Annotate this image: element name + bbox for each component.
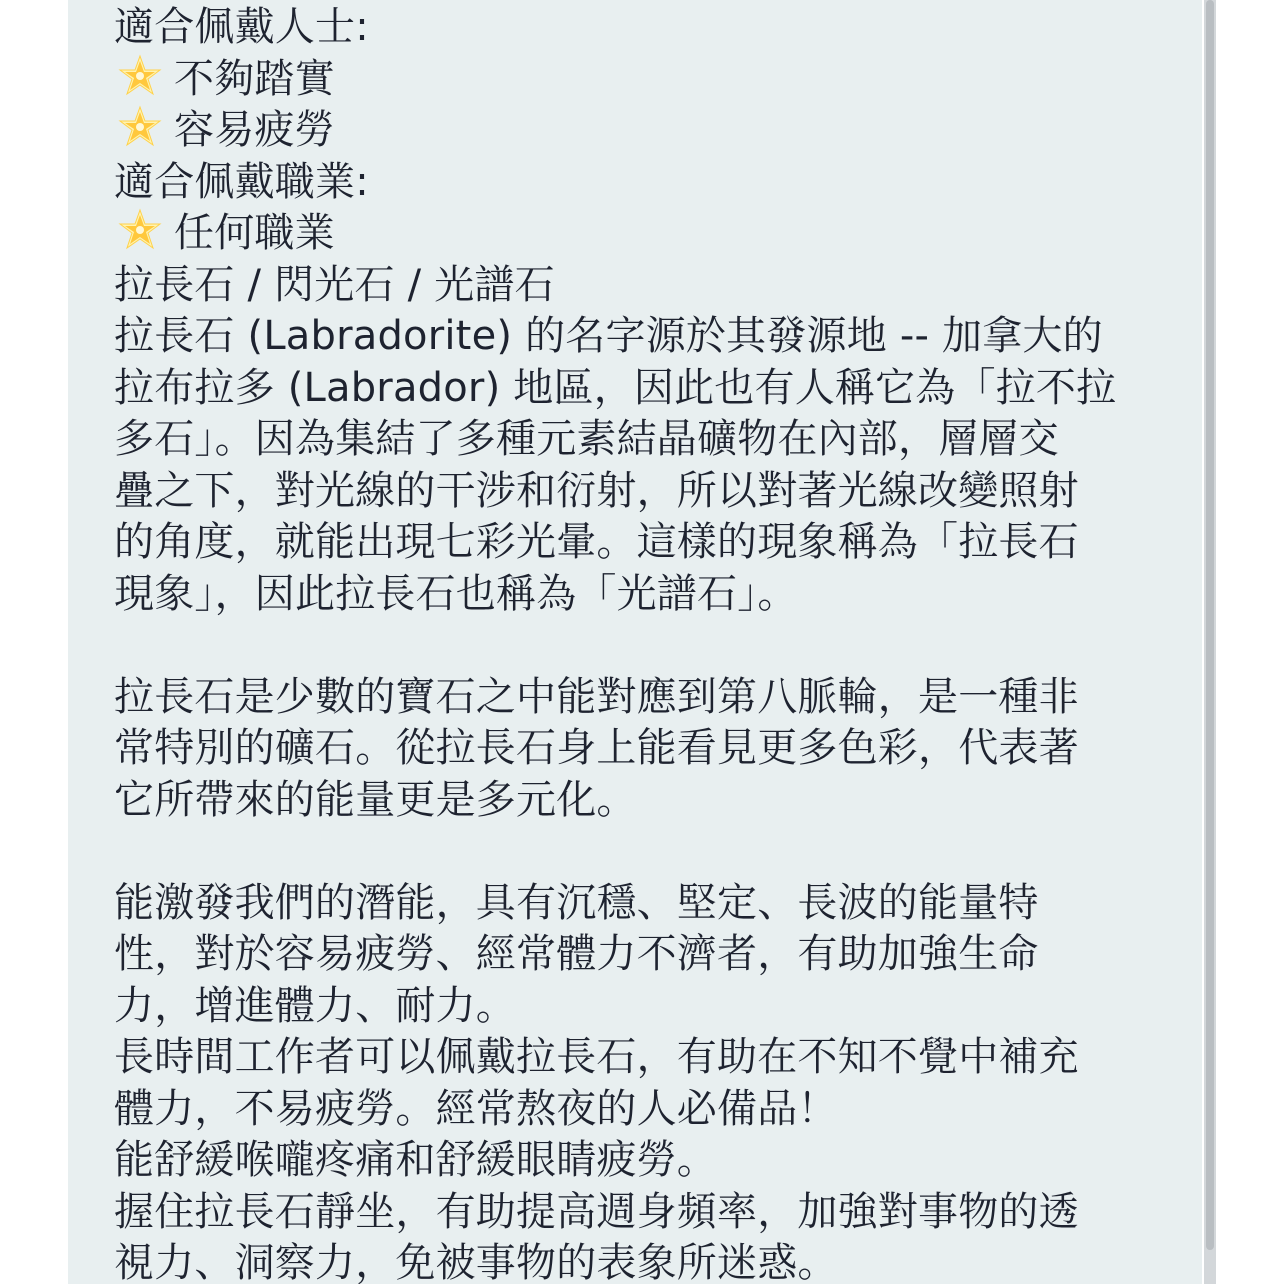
paragraph-line: 性，對於容易疲勞、經常體力不濟者，有助加強生命 [114,931,1039,977]
paragraph-line: 多石」。因為集結了多種元素結晶礦物在內部，層層交 [114,416,1059,462]
suitable-jobs-heading: 適合佩戴職業: [114,158,369,205]
paragraph-line: 的角度，就能出現七彩光暈。這樣的現象稱為「拉長石 [114,519,1079,565]
paragraph-line: 拉長石 (Labradorite) 的名字源於其發源地 -- 加拿大的 [114,313,1103,359]
paragraph-line: 體力，不易疲勞。經常熬夜的人必備品！ [114,1085,838,1132]
suitable-people-item-label: 容易疲勞 [174,107,335,153]
paragraph-line: 視力、洞察力，免被事物的表象所迷惑。 [114,1240,838,1284]
suitable-people-item [114,105,1184,157]
vertical-scrollbar[interactable] [1204,0,1216,1284]
paragraph-line: 力，增進體力、耐力。 [114,982,516,1029]
paragraph-line: 現象」，因此拉長石也稱為「光譜石」。 [114,570,798,617]
glowing-star-icon [114,105,166,151]
paragraph-line: 拉長石是少數的寶石之中能對應到第八脈輪，是一種非 [114,673,1079,720]
glowing-star-icon [114,208,166,254]
paragraph-gap [114,826,1184,878]
message-bubble [68,0,1202,1284]
suitable-people-item [114,54,1184,106]
suitable-people-heading: 適合佩戴人士: [114,4,369,50]
stone-names: 拉長石 / 閃光石 / 光譜石 [114,261,555,308]
scrollbar-thumb[interactable] [1206,0,1214,1250]
paragraph-line: 能激發我們的潛能，具有沉穩、堅定、長波的能量特 [114,879,1039,926]
glowing-star-icon [114,54,166,100]
paragraph-line: 能舒緩喉嚨疼痛和舒緩眼睛疲勞。 [114,1137,717,1183]
paragraph-line: 拉布拉多 (Labrador) 地區，因此也有人稱它為「拉不拉 [114,364,1117,411]
suitable-people-item-label: 不夠踏實 [174,55,335,102]
message-text [114,2,1184,1284]
paragraph-line: 握住拉長石靜坐，有助提高週身頻率，加強對事物的透 [114,1188,1079,1235]
suitable-jobs-item [114,208,1184,260]
paragraph-gap [114,620,1184,672]
suitable-jobs-item-label: 任何職業 [174,210,335,256]
paragraph-line: 它所帶來的能量更是多元化。 [114,776,637,823]
paragraph-line: 長時間工作者可以佩戴拉長石，有助在不知不覺中補充 [114,1034,1079,1080]
paragraph-line: 疊之下，對光線的干涉和衍射，所以對著光線改變照射 [114,467,1079,514]
paragraph-line: 常特別的礦石。從拉長石身上能看見更多色彩，代表著 [114,725,1079,771]
